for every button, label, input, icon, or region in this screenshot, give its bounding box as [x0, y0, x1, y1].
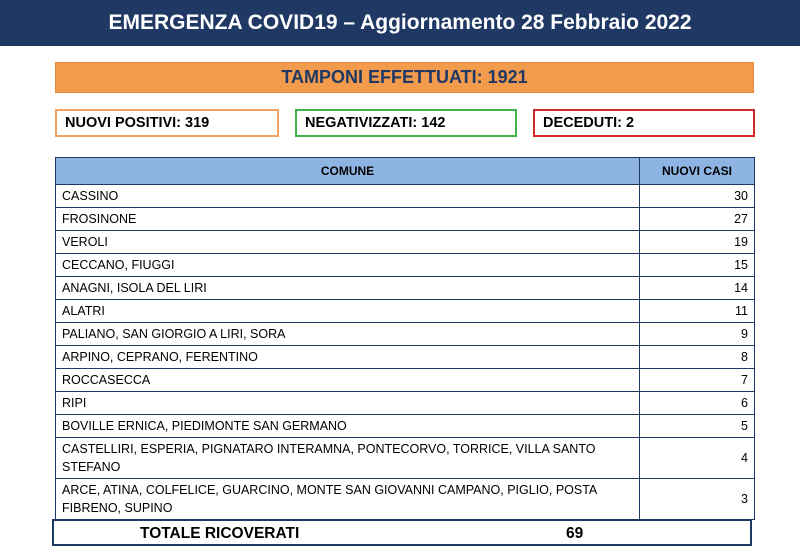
comune-cell: BOVILLE ERNICA, PIEDIMONTE SAN GERMANO: [56, 415, 640, 438]
nuovi-casi-cell: 6: [640, 392, 755, 415]
page-title: EMERGENZA COVID19 – Aggiornamento 28 Febbraio 2022: [108, 11, 692, 34]
deceduti-box: [533, 109, 755, 137]
table-row: [56, 208, 755, 231]
comune-cell: RIPI: [56, 392, 640, 415]
comune-cell: CASSINO: [56, 185, 640, 208]
table-row: [56, 479, 755, 520]
totale-ricoverati-box: [52, 519, 752, 546]
table-row: [56, 369, 755, 392]
nuovi-positivi-label: NUOVI POSITIVI: 319: [65, 115, 210, 131]
table-row: [56, 254, 755, 277]
nuovi-casi-cell: 14: [640, 277, 755, 300]
comune-cell: CASTELLIRI, ESPERIA, PIGNATARO INTERAMNA, PONTECORVO, TORRICE, VILLA SANTO STEFANO: [56, 438, 640, 479]
table-row: [56, 185, 755, 208]
comune-cell: ANAGNI, ISOLA DEL LIRI: [56, 277, 640, 300]
nuovi-casi-cell: 30: [640, 185, 755, 208]
nuovi-casi-cell: 11: [640, 300, 755, 323]
negativizzati-box: [295, 109, 517, 137]
nuovi-casi-cell: 4: [640, 438, 755, 479]
comune-cell: VEROLI: [56, 231, 640, 254]
comune-cell: CECCANO, FIUGGI: [56, 254, 640, 277]
column-header-comune: COMUNE: [56, 158, 640, 185]
nuovi-casi-cell: 9: [640, 323, 755, 346]
table-row: [56, 438, 755, 479]
comune-cell: PALIANO, SAN GIORGIO A LIRI, SORA: [56, 323, 640, 346]
nuovi-casi-cell: 5: [640, 415, 755, 438]
nuovi-casi-cell: 27: [640, 208, 755, 231]
negativizzati-label: NEGATIVIZZATI: 142: [305, 115, 446, 131]
tamponi-label: TAMPONI EFFETTUATI: 1921: [281, 67, 528, 87]
table-row: [56, 323, 755, 346]
nuovi-casi-cell: 7: [640, 369, 755, 392]
nuovi-casi-cell: 19: [640, 231, 755, 254]
comune-cell: ROCCASECCA: [56, 369, 640, 392]
table-row: [56, 231, 755, 254]
table-header-row: [56, 158, 755, 185]
table-row: [56, 346, 755, 369]
column-header-nuovi-casi: NUOVI CASI: [640, 158, 755, 185]
totale-ricoverati-value: 69: [566, 525, 584, 542]
comune-cell: FROSINONE: [56, 208, 640, 231]
tamponi-banner: [55, 62, 754, 93]
comune-cell: ARPINO, CEPRANO, FERENTINO: [56, 346, 640, 369]
nuovi-casi-cell: 8: [640, 346, 755, 369]
comuni-table: [55, 157, 755, 520]
table-row: [56, 277, 755, 300]
page-title-banner: [0, 0, 800, 46]
comune-cell: ARCE, ATINA, COLFELICE, GUARCINO, MONTE SAN GIOVANNI CAMPANO, PIGLIO, POSTA FIBRENO, SUPINO: [56, 479, 640, 520]
nuovi-positivi-box: [55, 109, 279, 137]
nuovi-casi-cell: 15: [640, 254, 755, 277]
table-row: [56, 415, 755, 438]
table-row: [56, 300, 755, 323]
deceduti-label: DECEDUTI: 2: [543, 115, 635, 131]
comune-cell: ALATRI: [56, 300, 640, 323]
totale-ricoverati-label: TOTALE RICOVERATI: [140, 525, 300, 542]
table-row: [56, 392, 755, 415]
table-body: [56, 185, 755, 520]
nuovi-casi-cell: 3: [640, 479, 755, 520]
